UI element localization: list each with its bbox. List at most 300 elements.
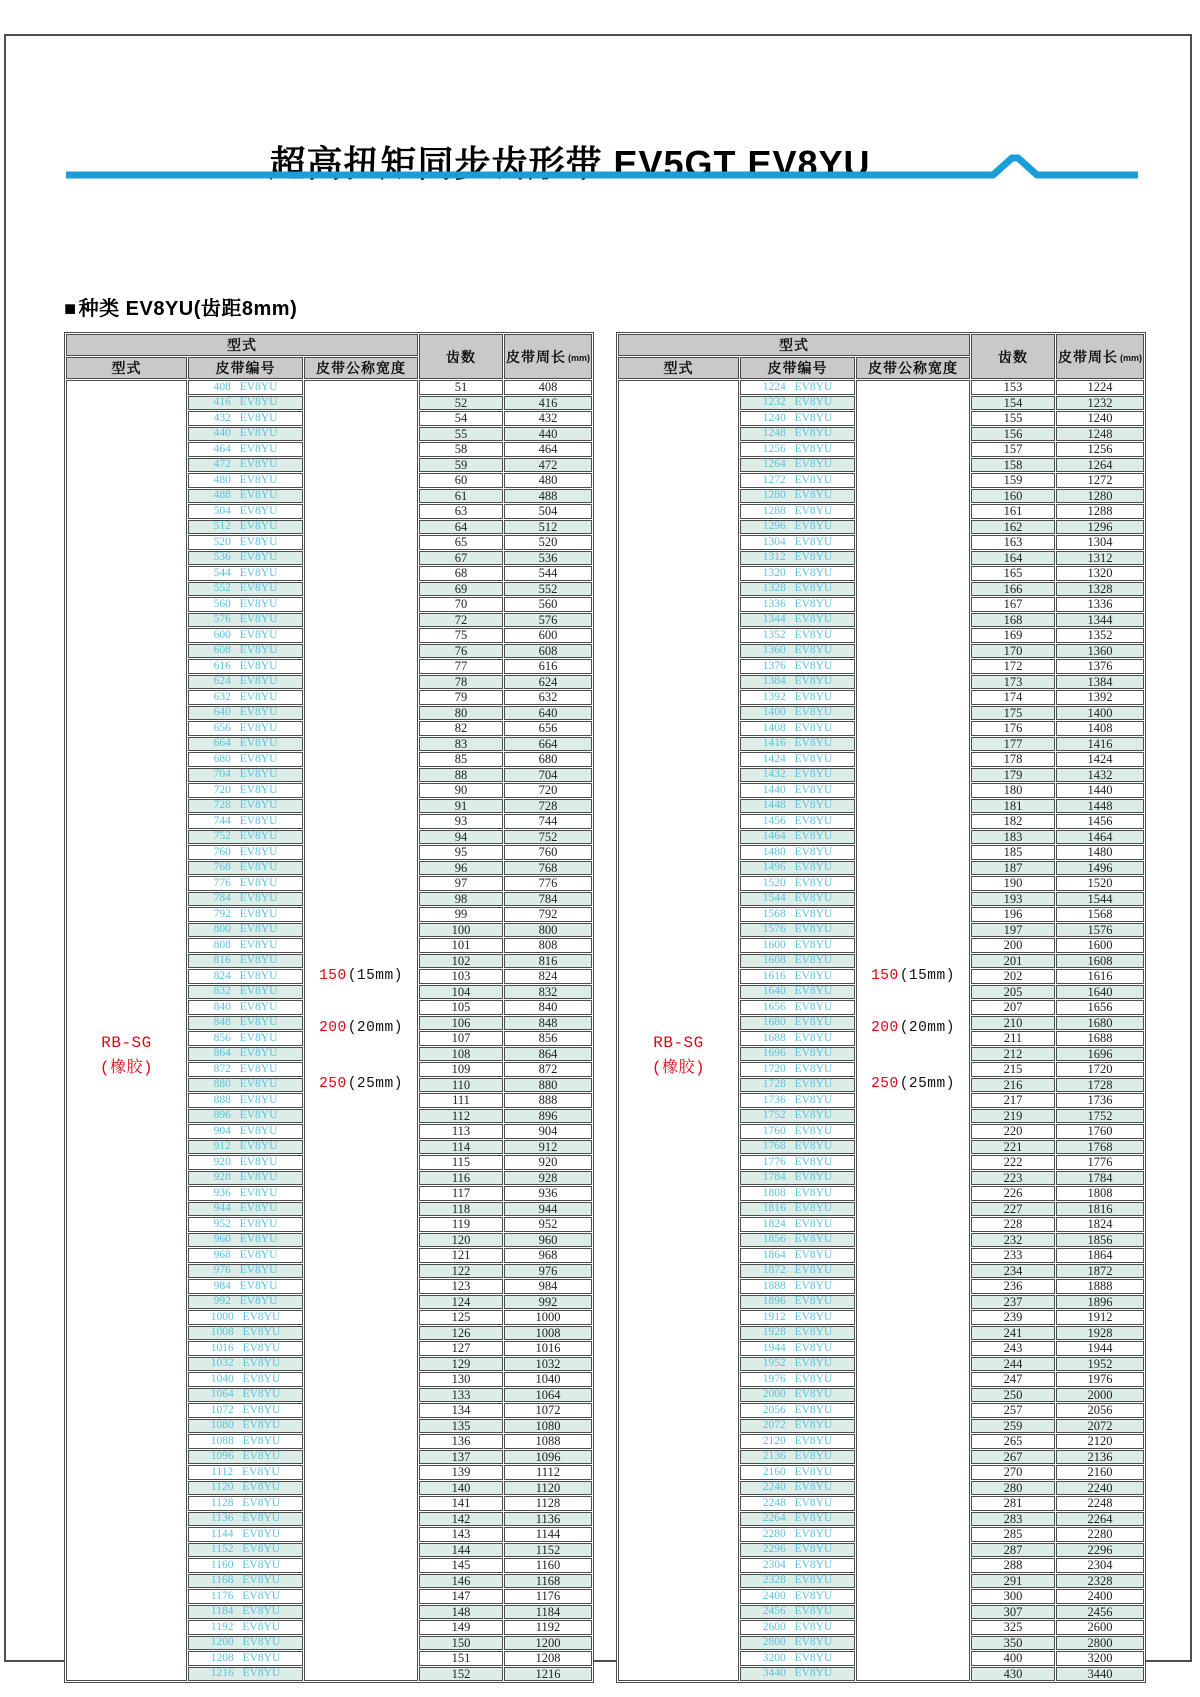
belt-length-cell: 544 [504, 566, 592, 581]
belt-no-cell: 1200 EV8YU [188, 1636, 303, 1651]
teeth-count-cell: 190 [971, 876, 1055, 891]
belt-no-cell: 1360 EV8YU [740, 644, 855, 659]
belt-length-cell: 512 [504, 520, 592, 535]
belt-length-cell: 608 [504, 644, 592, 659]
teeth-count-cell: 64 [419, 520, 503, 535]
belt-no-cell: 504 EV8YU [188, 504, 303, 519]
belt-no-cell: 944 EV8YU [188, 1202, 303, 1217]
belt-length-cell: 992 [504, 1295, 592, 1310]
belt-no-cell: 1600 EV8YU [740, 938, 855, 953]
teeth-count-cell: 181 [971, 799, 1055, 814]
belt-length-cell: 2160 [1056, 1465, 1144, 1480]
header-belt-width: 皮带公称宽度 [304, 357, 418, 379]
belt-length-cell: 1376 [1056, 659, 1144, 674]
belt-no-cell: 1576 EV8YU [740, 923, 855, 938]
belt-length-cell: 832 [504, 985, 592, 1000]
teeth-count-cell: 173 [971, 675, 1055, 690]
teeth-count-cell: 91 [419, 799, 503, 814]
teeth-count-cell: 135 [419, 1419, 503, 1434]
belt-no-cell: 2296 EV8YU [740, 1543, 855, 1558]
model-type-cell [618, 380, 739, 1681]
belt-no-cell: 888 EV8YU [188, 1093, 303, 1108]
teeth-count-cell: 219 [971, 1109, 1055, 1124]
header-belt-no: 皮带编号 [740, 357, 855, 379]
teeth-count-cell: 70 [419, 597, 503, 612]
teeth-count-cell: 140 [419, 1481, 503, 1496]
belt-length-cell: 2800 [1056, 1636, 1144, 1651]
belt-length-cell: 632 [504, 690, 592, 705]
teeth-count-cell: 200 [971, 938, 1055, 953]
teeth-count-cell: 196 [971, 907, 1055, 922]
teeth-count-cell: 164 [971, 551, 1055, 566]
belt-no-cell: 2600 EV8YU [740, 1620, 855, 1635]
belt-no-cell: 1344 EV8YU [740, 613, 855, 628]
belt-length-cell: 1448 [1056, 799, 1144, 814]
teeth-count-cell: 300 [971, 1589, 1055, 1604]
belt-no-cell: 1224 EV8YU [740, 380, 855, 395]
teeth-count-cell: 226 [971, 1186, 1055, 1201]
teeth-count-cell: 98 [419, 892, 503, 907]
belt-length-cell: 968 [504, 1248, 592, 1263]
belt-no-cell: 472 EV8YU [188, 458, 303, 473]
teeth-count-cell: 124 [419, 1295, 503, 1310]
teeth-count-cell: 108 [419, 1047, 503, 1062]
belt-length-cell: 2280 [1056, 1527, 1144, 1542]
belt-length-cell: 912 [504, 1140, 592, 1155]
teeth-count-cell: 350 [971, 1636, 1055, 1651]
belt-length-cell: 1680 [1056, 1016, 1144, 1031]
teeth-count-cell: 99 [419, 907, 503, 922]
belt-length-cell: 768 [504, 861, 592, 876]
belt-no-cell: 1072 EV8YU [188, 1403, 303, 1418]
belt-no-cell: 880 EV8YU [188, 1078, 303, 1093]
belt-length-cell: 872 [504, 1062, 592, 1077]
teeth-count-cell: 179 [971, 768, 1055, 783]
belt-length-cell: 1336 [1056, 597, 1144, 612]
teeth-count-cell: 113 [419, 1124, 503, 1139]
section-square-icon: ■ [64, 298, 77, 320]
belt-no-cell: 800 EV8YU [188, 923, 303, 938]
belt-no-cell: 1872 EV8YU [740, 1264, 855, 1279]
belt-length-cell: 2400 [1056, 1589, 1144, 1604]
teeth-count-cell: 202 [971, 969, 1055, 984]
teeth-count-cell: 114 [419, 1140, 503, 1155]
belt-width-cell [304, 380, 418, 1681]
teeth-count-cell: 94 [419, 830, 503, 845]
teeth-count-cell: 95 [419, 845, 503, 860]
belt-length-cell: 504 [504, 504, 592, 519]
teeth-count-cell: 83 [419, 737, 503, 752]
teeth-count-cell: 127 [419, 1341, 503, 1356]
belt-length-cell: 2296 [1056, 1543, 1144, 1558]
spec-table-right [616, 332, 1146, 1683]
length-unit: (mm) [1120, 352, 1142, 363]
belt-length-cell: 1240 [1056, 411, 1144, 426]
belt-length-cell: 1296 [1056, 520, 1144, 535]
belt-length-cell: 1232 [1056, 396, 1144, 411]
belt-length-cell: 1456 [1056, 814, 1144, 829]
belt-length-cell: 1136 [504, 1512, 592, 1527]
teeth-count-cell: 280 [971, 1481, 1055, 1496]
belt-no-cell: 1040 EV8YU [188, 1372, 303, 1387]
belt-no-cell: 1144 EV8YU [188, 1527, 303, 1542]
teeth-count-cell: 159 [971, 473, 1055, 488]
belt-length-cell: 408 [504, 380, 592, 395]
belt-length-cell: 624 [504, 675, 592, 690]
belt-no-cell: 1256 EV8YU [740, 442, 855, 457]
teeth-count-cell: 291 [971, 1574, 1055, 1589]
teeth-count-cell: 118 [419, 1202, 503, 1217]
belt-no-cell: 2800 EV8YU [740, 1636, 855, 1651]
belt-length-cell: 416 [504, 396, 592, 411]
teeth-count-cell: 117 [419, 1186, 503, 1201]
teeth-count-cell: 79 [419, 690, 503, 705]
teeth-count-cell: 65 [419, 535, 503, 550]
belt-no-cell: 1976 EV8YU [740, 1372, 855, 1387]
belt-no-cell: 1064 EV8YU [188, 1388, 303, 1403]
teeth-count-cell: 134 [419, 1403, 503, 1418]
teeth-count-cell: 241 [971, 1326, 1055, 1341]
teeth-count-cell: 75 [419, 628, 503, 643]
teeth-count-cell: 325 [971, 1620, 1055, 1635]
belt-no-cell: 744 EV8YU [188, 814, 303, 829]
belt-length-cell: 984 [504, 1279, 592, 1294]
belt-no-cell: 1136 EV8YU [188, 1512, 303, 1527]
belt-no-cell: 1808 EV8YU [740, 1186, 855, 1201]
belt-length-cell: 2304 [1056, 1558, 1144, 1573]
belt-length-cell: 1312 [1056, 551, 1144, 566]
belt-length-cell: 2072 [1056, 1419, 1144, 1434]
belt-length-cell: 1016 [504, 1341, 592, 1356]
belt-length-cell: 776 [504, 876, 592, 891]
teeth-count-cell: 130 [419, 1372, 503, 1387]
teeth-count-cell: 239 [971, 1310, 1055, 1325]
belt-no-cell: 1824 EV8YU [740, 1217, 855, 1232]
belt-length-cell: 936 [504, 1186, 592, 1201]
teeth-count-cell: 232 [971, 1233, 1055, 1248]
belt-length-cell: 1656 [1056, 1000, 1144, 1015]
teeth-count-cell: 52 [419, 396, 503, 411]
belt-no-cell: 536 EV8YU [188, 551, 303, 566]
teeth-count-cell: 80 [419, 706, 503, 721]
teeth-count-cell: 156 [971, 427, 1055, 442]
teeth-count-cell: 281 [971, 1496, 1055, 1511]
belt-length-cell: 1152 [504, 1543, 592, 1558]
belt-length-cell: 928 [504, 1171, 592, 1186]
belt-no-cell: 2280 EV8YU [740, 1527, 855, 1542]
teeth-count-cell: 161 [971, 504, 1055, 519]
belt-length-cell: 1384 [1056, 675, 1144, 690]
belt-no-cell: 1312 EV8YU [740, 551, 855, 566]
belt-length-cell: 1192 [504, 1620, 592, 1635]
belt-no-cell: 848 EV8YU [188, 1016, 303, 1031]
belt-no-cell: 1232 EV8YU [740, 396, 855, 411]
teeth-count-cell: 233 [971, 1248, 1055, 1263]
belt-no-cell: 3200 EV8YU [740, 1651, 855, 1666]
belt-length-cell: 1736 [1056, 1093, 1144, 1108]
belt-no-cell: 1216 EV8YU [188, 1667, 303, 1682]
belt-no-cell: 1912 EV8YU [740, 1310, 855, 1325]
teeth-count-cell: 193 [971, 892, 1055, 907]
teeth-count-cell: 142 [419, 1512, 503, 1527]
teeth-count-cell: 96 [419, 861, 503, 876]
belt-no-cell: 976 EV8YU [188, 1264, 303, 1279]
teeth-count-cell: 151 [419, 1651, 503, 1666]
belt-length-cell: 792 [504, 907, 592, 922]
teeth-count-cell: 170 [971, 644, 1055, 659]
belt-length-cell: 1160 [504, 1558, 592, 1573]
belt-no-cell: 2400 EV8YU [740, 1589, 855, 1604]
teeth-count-cell: 165 [971, 566, 1055, 581]
belt-no-cell: 1280 EV8YU [740, 489, 855, 504]
belt-no-cell: 2248 EV8YU [740, 1496, 855, 1511]
belt-length-cell: 480 [504, 473, 592, 488]
belt-no-cell: 560 EV8YU [188, 597, 303, 612]
belt-no-cell: 1768 EV8YU [740, 1140, 855, 1155]
belt-length-cell: 2136 [1056, 1450, 1144, 1465]
teeth-count-cell: 147 [419, 1589, 503, 1604]
belt-no-cell: 952 EV8YU [188, 1217, 303, 1232]
belt-no-cell: 776 EV8YU [188, 876, 303, 891]
teeth-count-cell: 58 [419, 442, 503, 457]
belt-length-cell: 952 [504, 1217, 592, 1232]
belt-no-cell: 2000 EV8YU [740, 1388, 855, 1403]
belt-no-cell: 680 EV8YU [188, 752, 303, 767]
belt-length-cell: 1432 [1056, 768, 1144, 783]
belt-no-cell: 632 EV8YU [188, 690, 303, 705]
belt-length-cell: 1288 [1056, 504, 1144, 519]
belt-length-cell: 944 [504, 1202, 592, 1217]
belt-no-cell: 720 EV8YU [188, 783, 303, 798]
belt-length-cell: 1208 [504, 1651, 592, 1666]
teeth-count-cell: 223 [971, 1171, 1055, 1186]
belt-no-cell: 1496 EV8YU [740, 861, 855, 876]
belt-no-cell: 1448 EV8YU [740, 799, 855, 814]
belt-length-cell: 720 [504, 783, 592, 798]
belt-length-cell: 1176 [504, 1589, 592, 1604]
belt-length-cell: 864 [504, 1047, 592, 1062]
belt-length-cell: 1600 [1056, 938, 1144, 953]
header-group-model: 型式 [618, 334, 970, 356]
belt-no-cell: 1944 EV8YU [740, 1341, 855, 1356]
belt-no-cell: 1008 EV8YU [188, 1326, 303, 1341]
belt-no-cell: 1272 EV8YU [740, 473, 855, 488]
belt-length-cell: 1864 [1056, 1248, 1144, 1263]
belt-no-cell: 920 EV8YU [188, 1155, 303, 1170]
belt-no-cell: 512 EV8YU [188, 520, 303, 535]
belt-length-cell: 960 [504, 1233, 592, 1248]
teeth-count-cell: 154 [971, 396, 1055, 411]
teeth-count-cell: 60 [419, 473, 503, 488]
belt-no-cell: 1776 EV8YU [740, 1155, 855, 1170]
teeth-count-cell: 216 [971, 1078, 1055, 1093]
belt-length-cell: 1416 [1056, 737, 1144, 752]
belt-no-cell: 1088 EV8YU [188, 1434, 303, 1449]
belt-length-cell: 2456 [1056, 1605, 1144, 1620]
belt-no-cell: 1480 EV8YU [740, 845, 855, 860]
teeth-count-cell: 182 [971, 814, 1055, 829]
belt-length-cell: 1952 [1056, 1357, 1144, 1372]
belt-no-cell: 856 EV8YU [188, 1031, 303, 1046]
belt-length-cell: 1760 [1056, 1124, 1144, 1139]
belt-length-cell: 680 [504, 752, 592, 767]
teeth-count-cell: 158 [971, 458, 1055, 473]
teeth-count-cell: 107 [419, 1031, 503, 1046]
belt-length-cell: 1344 [1056, 613, 1144, 628]
belt-no-cell: 984 EV8YU [188, 1279, 303, 1294]
teeth-count-cell: 175 [971, 706, 1055, 721]
teeth-count-cell: 97 [419, 876, 503, 891]
header-model: 型式 [66, 357, 187, 379]
belt-no-cell: 832 EV8YU [188, 985, 303, 1000]
belt-length-cell: 888 [504, 1093, 592, 1108]
belt-length-cell: 1000 [504, 1310, 592, 1325]
belt-length-cell: 600 [504, 628, 592, 643]
width-option-label: 150(15mm) [871, 967, 955, 984]
belt-length-cell: 1912 [1056, 1310, 1144, 1325]
belt-length-cell: 1616 [1056, 969, 1144, 984]
teeth-count-cell: 77 [419, 659, 503, 674]
teeth-count-cell: 222 [971, 1155, 1055, 1170]
teeth-count-cell: 122 [419, 1264, 503, 1279]
belt-length-cell: 520 [504, 535, 592, 550]
belt-length-cell: 1120 [504, 1481, 592, 1496]
belt-length-cell: 824 [504, 969, 592, 984]
belt-length-cell: 1640 [1056, 985, 1144, 1000]
teeth-count-cell: 112 [419, 1109, 503, 1124]
belt-length-cell: 552 [504, 582, 592, 597]
teeth-count-cell: 63 [419, 504, 503, 519]
belt-no-cell: 1424 EV8YU [740, 752, 855, 767]
belt-length-cell: 1184 [504, 1605, 592, 1620]
belt-length-cell: 536 [504, 551, 592, 566]
belt-length-cell: 1224 [1056, 380, 1144, 395]
belt-length-cell: 1008 [504, 1326, 592, 1341]
belt-length-cell: 1824 [1056, 1217, 1144, 1232]
belt-no-cell: 600 EV8YU [188, 628, 303, 643]
belt-no-cell: 1400 EV8YU [740, 706, 855, 721]
belt-length-cell: 1816 [1056, 1202, 1144, 1217]
belt-no-cell: 1112 EV8YU [188, 1465, 303, 1480]
belt-no-cell: 1640 EV8YU [740, 985, 855, 1000]
teeth-count-cell: 155 [971, 411, 1055, 426]
belt-no-cell: 480 EV8YU [188, 473, 303, 488]
belt-no-cell: 816 EV8YU [188, 954, 303, 969]
belt-length-cell: 1888 [1056, 1279, 1144, 1294]
teeth-count-cell: 430 [971, 1667, 1055, 1682]
belt-length-cell: 1168 [504, 1574, 592, 1589]
belt-length-cell: 440 [504, 427, 592, 442]
teeth-count-cell: 123 [419, 1279, 503, 1294]
belt-length-cell: 1352 [1056, 628, 1144, 643]
belt-length-cell: 1112 [504, 1465, 592, 1480]
belt-no-cell: 768 EV8YU [188, 861, 303, 876]
length-unit: (mm) [568, 352, 590, 363]
header-belt-no: 皮带编号 [188, 357, 303, 379]
belt-length-cell: 1304 [1056, 535, 1144, 550]
spec-row [66, 380, 592, 395]
belt-length-cell: 1688 [1056, 1031, 1144, 1046]
teeth-count-cell: 221 [971, 1140, 1055, 1155]
belt-length-cell: 880 [504, 1078, 592, 1093]
belt-length-cell: 1320 [1056, 566, 1144, 581]
teeth-count-cell: 177 [971, 737, 1055, 752]
width-option-label: 200(20mm) [319, 1019, 403, 1036]
teeth-count-cell: 217 [971, 1093, 1055, 1108]
belt-no-cell: 1208 EV8YU [188, 1651, 303, 1666]
belt-no-cell: 1608 EV8YU [740, 954, 855, 969]
teeth-count-cell: 149 [419, 1620, 503, 1635]
teeth-count-cell: 145 [419, 1558, 503, 1573]
belt-no-cell: 2456 EV8YU [740, 1605, 855, 1620]
belt-no-cell: 2240 EV8YU [740, 1481, 855, 1496]
belt-no-cell: 1456 EV8YU [740, 814, 855, 829]
section-title: 种类 EV8YU(齿距8mm) [78, 298, 298, 320]
belt-no-cell: 1568 EV8YU [740, 907, 855, 922]
belt-no-cell: 1784 EV8YU [740, 1171, 855, 1186]
belt-no-cell: 2120 EV8YU [740, 1434, 855, 1449]
belt-length-cell: 1440 [1056, 783, 1144, 798]
teeth-count-cell: 172 [971, 659, 1055, 674]
belt-length-cell: 2248 [1056, 1496, 1144, 1511]
belt-length-cell: 1280 [1056, 489, 1144, 504]
belt-no-cell: 1864 EV8YU [740, 1248, 855, 1263]
teeth-count-cell: 234 [971, 1264, 1055, 1279]
belt-length-cell: 2600 [1056, 1620, 1144, 1635]
teeth-count-cell: 78 [419, 675, 503, 690]
belt-length-cell: 1784 [1056, 1171, 1144, 1186]
teeth-count-cell: 59 [419, 458, 503, 473]
belt-length-cell: 1496 [1056, 861, 1144, 876]
teeth-count-cell: 180 [971, 783, 1055, 798]
belt-no-cell: 488 EV8YU [188, 489, 303, 504]
belt-no-cell: 1096 EV8YU [188, 1450, 303, 1465]
belt-no-cell: 1304 EV8YU [740, 535, 855, 550]
belt-no-cell: 1032 EV8YU [188, 1357, 303, 1372]
teeth-count-cell: 197 [971, 923, 1055, 938]
teeth-count-cell: 287 [971, 1543, 1055, 1558]
teeth-count-cell: 174 [971, 690, 1055, 705]
belt-no-cell: 1288 EV8YU [740, 504, 855, 519]
belt-no-cell: 1464 EV8YU [740, 830, 855, 845]
teeth-count-cell: 160 [971, 489, 1055, 504]
teeth-count-cell: 157 [971, 442, 1055, 457]
teeth-count-cell: 163 [971, 535, 1055, 550]
teeth-count-cell: 400 [971, 1651, 1055, 1666]
belt-length-cell: 560 [504, 597, 592, 612]
teeth-count-cell: 67 [419, 551, 503, 566]
belt-no-cell: 1544 EV8YU [740, 892, 855, 907]
teeth-count-cell: 136 [419, 1434, 503, 1449]
belt-length-cell: 728 [504, 799, 592, 814]
teeth-count-cell: 259 [971, 1419, 1055, 1434]
belt-length-cell: 1144 [504, 1527, 592, 1542]
belt-no-cell: 1176 EV8YU [188, 1589, 303, 1604]
teeth-count-cell: 153 [971, 380, 1055, 395]
belt-no-cell: 1752 EV8YU [740, 1109, 855, 1124]
teeth-count-cell: 166 [971, 582, 1055, 597]
teeth-count-cell: 148 [419, 1605, 503, 1620]
belt-length-cell: 1256 [1056, 442, 1144, 457]
spec-row [618, 380, 1144, 395]
belt-length-cell: 3440 [1056, 1667, 1144, 1682]
belt-no-cell: 824 EV8YU [188, 969, 303, 984]
belt-length-cell: 1480 [1056, 845, 1144, 860]
belt-no-cell: 1760 EV8YU [740, 1124, 855, 1139]
belt-no-cell: 520 EV8YU [188, 535, 303, 550]
belt-length-cell: 752 [504, 830, 592, 845]
belt-length-cell: 2120 [1056, 1434, 1144, 1449]
